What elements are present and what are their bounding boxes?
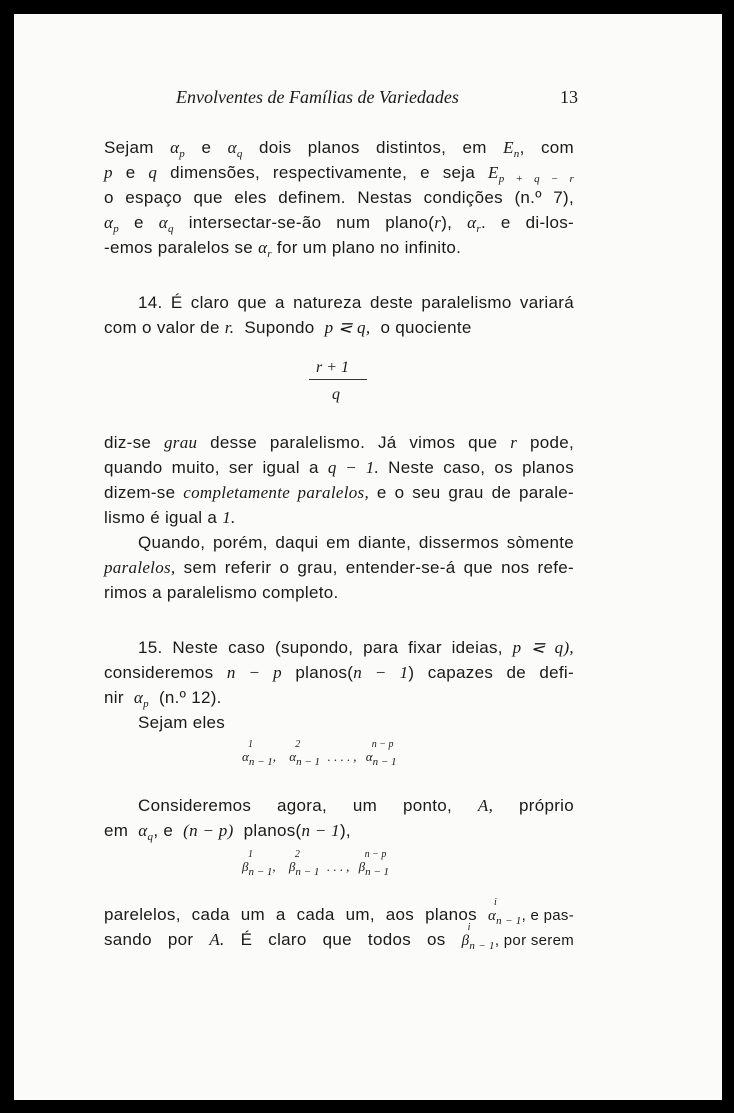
fraction-numerator: r + 1 [316, 359, 350, 376]
para1-line4: $\alpha_p$ e $\alpha_q$ intersectar-se-ão num plano(r), $\alpha_r$. e di-los- [104, 213, 575, 235]
fraction-denominator: q [332, 386, 340, 403]
sec15-line6: em $\alpha_q$, e (n − p) planos(n − 1), [104, 821, 351, 843]
sec15-line7: parelelos, cada um a cada um, aos planos α i $_{n - 1}$, e pas- [104, 897, 574, 927]
sec15-line1: 15. Neste caso (supondo, para fixar ideias, p ⋜ q), [138, 638, 574, 657]
running-header: Envolventes de Famílias de Variedades [176, 87, 459, 107]
sec15-line4: Sejam eles [138, 713, 226, 732]
sec15-line5: Consideremos agora, um ponto, A, próprio [138, 796, 575, 815]
sec14-line3: diz-se grau desse paralelismo. Já vimos que r pode, [104, 433, 574, 452]
sec14-line4: quando muito, ser igual a q − 1. Neste caso, os planos [104, 458, 574, 477]
beta-term-1: β 1 $_{n - 1}$, [242, 849, 276, 878]
alpha-term-n: α n − p $_{n - 1}$ [365, 739, 397, 768]
sec14-line2: com o valor de r. Supondo p ⋜ q, o quociente [104, 318, 472, 337]
beta-term-2: β 2 $_{n - 1}$ [288, 849, 320, 878]
sec14-line9: rimos a paralelismo completo. [104, 583, 339, 602]
book-page [14, 14, 722, 1100]
para1-line5: -emos paralelos se $\alpha_r$ for um plano no infinito. [104, 238, 462, 260]
sec15-line3: nir $\alpha_p$ (n.º 12). [104, 688, 222, 710]
para1-line2: p e q dimensões, respectivamente, e seja $E_{p + q - r}$ [104, 163, 575, 185]
page-number: 13 [560, 87, 578, 107]
para1-line1: Sejam $\alpha_p$ e $\alpha_q$ dois planos distintos, em $E_n$, com [104, 138, 575, 160]
fraction-bar [309, 379, 367, 380]
sec14-line1: 14. É claro que a natureza deste paralelismo variará [138, 293, 574, 312]
beta-list: β 1 $_{n - 1}$, β 2 $_{n - 1}$ . . . , β n − p $_{n - 1}$ [242, 849, 390, 878]
para1-line3: o espaço que eles definem. Nestas condições (n.º 7), [104, 188, 574, 207]
beta-term-n: β n − p $_{n - 1}$ [358, 849, 390, 878]
sec15-line2: consideremos n − p planos(n − 1) capazes de defi- [104, 663, 574, 682]
alpha-list: α 1 $_{n - 1}$, α 2 $_{n - 1}$ . . . . , α n − p $_{n - 1}$ [242, 739, 397, 768]
sec14-line5: dizem-se completamente paralelos, e o seu grau de parale- [104, 483, 574, 502]
sec14-line8: paralelos, sem referir o grau, entender-se-á que nos refe- [104, 558, 574, 577]
sec14-line7: Quando, porém, daqui em diante, dissermos sòmente [138, 533, 574, 552]
alpha-term-1: α 1 $_{n - 1}$, [242, 739, 277, 768]
sec15-line8: sando por A. É claro que todos os β i $_{n - 1}$, por serem [104, 922, 575, 952]
alpha-term-2: α 2 $_{n - 1}$ [289, 739, 321, 768]
sec14-line6: lismo é igual a 1. [104, 508, 236, 527]
